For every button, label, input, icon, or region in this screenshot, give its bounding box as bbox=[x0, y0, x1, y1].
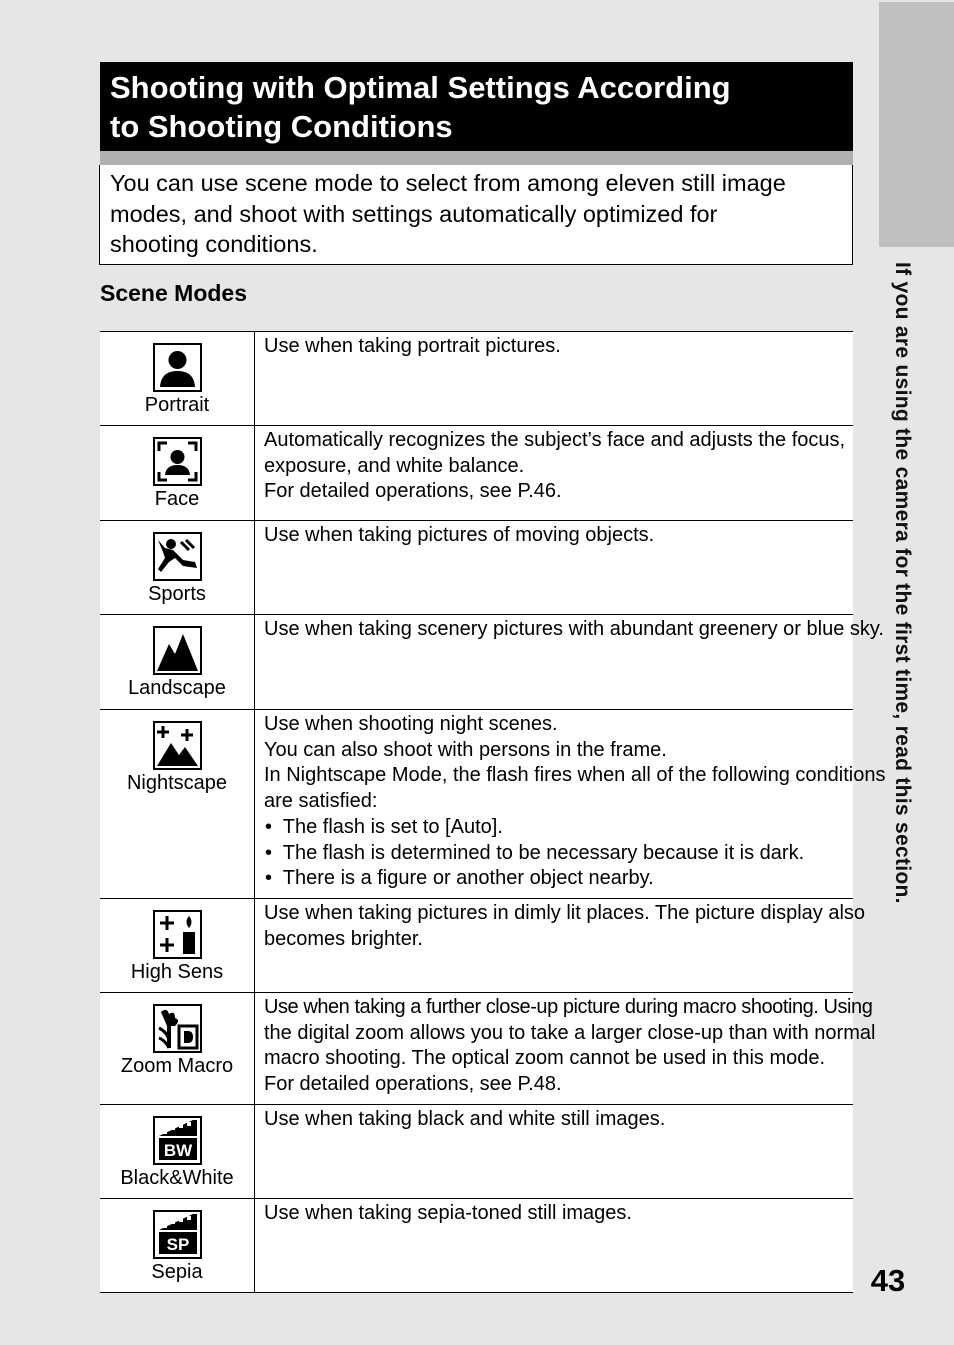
svg-text:BW: BW bbox=[163, 1140, 192, 1160]
scene-icon-cell bbox=[100, 898, 255, 992]
scene-row bbox=[100, 898, 853, 992]
nightscape-icon bbox=[153, 721, 202, 770]
description-line: exposure, and white balance. bbox=[264, 454, 525, 477]
description-line: Use when taking scenery pictures with abundant greenery or blue sky. bbox=[264, 618, 884, 640]
description-bullet: • The flash is set to [Auto]. bbox=[264, 815, 845, 841]
description-line: Use when taking sepia-toned still images. bbox=[264, 1201, 632, 1224]
scene-mode-name: Portrait bbox=[144, 394, 210, 416]
description-line: Use when taking portrait pictures. bbox=[264, 335, 561, 357]
description-line: Use when taking pictures in dimly lit places. The picture display also bbox=[264, 901, 866, 924]
description-line: macro shooting. The optical zoom cannot be used in this mode. bbox=[264, 1047, 826, 1070]
title-underbar bbox=[100, 151, 853, 165]
scene-row bbox=[100, 710, 853, 899]
description-line: For detailed operations, see P.48. bbox=[264, 1073, 562, 1096]
scene-icon-cell bbox=[100, 992, 255, 1104]
landscape-icon bbox=[153, 626, 202, 675]
section-heading: Scene Modes bbox=[100, 280, 247, 306]
scene-description bbox=[255, 426, 854, 521]
description-line: are satisfied: bbox=[264, 790, 378, 813]
scene-mode-name: Landscape bbox=[128, 677, 226, 699]
scene-mode-name: Sports bbox=[148, 583, 206, 605]
zoom-macro-icon bbox=[153, 1004, 202, 1053]
description-line: the digital zoom allows you to take a larger close-up than with normal bbox=[264, 1021, 876, 1044]
scene-row bbox=[100, 1104, 853, 1198]
scene-mode-name: High Sens bbox=[130, 960, 224, 983]
scene-icon-cell bbox=[100, 426, 255, 521]
scene-description bbox=[255, 521, 854, 615]
scene-icon-cell bbox=[100, 521, 255, 615]
scene-description bbox=[255, 615, 884, 710]
description-bullet: • The flash is determined to be necessary because it is dark. bbox=[264, 841, 845, 867]
intro-box bbox=[99, 165, 853, 265]
page-number: 43 bbox=[870, 1263, 906, 1298]
scene-row bbox=[100, 332, 853, 426]
scene-mode-name: Black&White bbox=[120, 1166, 234, 1189]
description-line: becomes brighter. bbox=[264, 927, 423, 950]
scene-row bbox=[100, 1198, 853, 1292]
chapter-tab bbox=[879, 2, 954, 247]
page-title-line: Shooting with Optimal Settings According bbox=[110, 70, 731, 105]
scene-description bbox=[255, 332, 854, 426]
description-line: Use when taking pictures of moving objects. bbox=[264, 524, 655, 546]
description-line: Use when taking black and white still images. bbox=[264, 1107, 666, 1130]
scene-row bbox=[100, 521, 853, 615]
description-bullet: • There is a figure or another object nearby. bbox=[264, 866, 845, 892]
description-line: Use when taking a further close-up picture during macro shooting. Using bbox=[264, 995, 873, 1018]
description-line: You can also shoot with persons in the frame. bbox=[264, 738, 667, 761]
intro-line: shooting conditions. bbox=[110, 231, 318, 257]
scene-description bbox=[255, 992, 876, 1104]
scene-mode-name: Zoom Macro bbox=[120, 1054, 234, 1077]
intro-line: You can use scene mode to select from among eleven still image bbox=[110, 170, 786, 196]
scene-icon-cell bbox=[100, 710, 255, 899]
scene-icon-cell bbox=[100, 332, 255, 426]
scene-description bbox=[255, 710, 886, 899]
page-title-line: to Shooting Conditions bbox=[110, 109, 453, 144]
scene-description bbox=[255, 1198, 854, 1292]
scene-description bbox=[255, 1104, 854, 1198]
description-line: For detailed operations, see P.46. bbox=[264, 480, 562, 503]
description-line: Automatically recognizes the subject’s face and adjusts the focus, bbox=[264, 429, 846, 451]
scene-mode-name: Face bbox=[154, 488, 200, 510]
scene-mode-name: Sepia bbox=[151, 1260, 203, 1283]
scene-mode-name: Nightscape bbox=[126, 772, 228, 794]
scene-modes-table bbox=[100, 331, 886, 1293]
black-white-icon bbox=[153, 1116, 202, 1165]
chapter-side-text: If you are using the camera for the first time, read this section. bbox=[891, 262, 914, 904]
intro-line: modes, and shoot with settings automatically optimized for bbox=[110, 200, 718, 227]
description-line: Use when shooting night scenes. bbox=[264, 713, 558, 735]
high-sens-icon bbox=[153, 910, 202, 959]
sports-icon bbox=[153, 532, 202, 581]
description-line: In Nightscape Mode, the flash fires when all of the following conditions bbox=[264, 764, 886, 787]
sepia-icon bbox=[153, 1210, 202, 1259]
svg-text:SP: SP bbox=[166, 1234, 189, 1254]
scene-row bbox=[100, 992, 853, 1104]
face-icon bbox=[153, 437, 202, 486]
scene-icon-cell bbox=[100, 1198, 255, 1292]
scene-row bbox=[100, 615, 853, 710]
scene-description bbox=[255, 898, 866, 992]
page-title bbox=[100, 62, 853, 151]
portrait-icon bbox=[153, 343, 202, 392]
scene-icon-cell bbox=[100, 615, 255, 710]
scene-row bbox=[100, 426, 853, 521]
scene-icon-cell bbox=[100, 1104, 255, 1198]
